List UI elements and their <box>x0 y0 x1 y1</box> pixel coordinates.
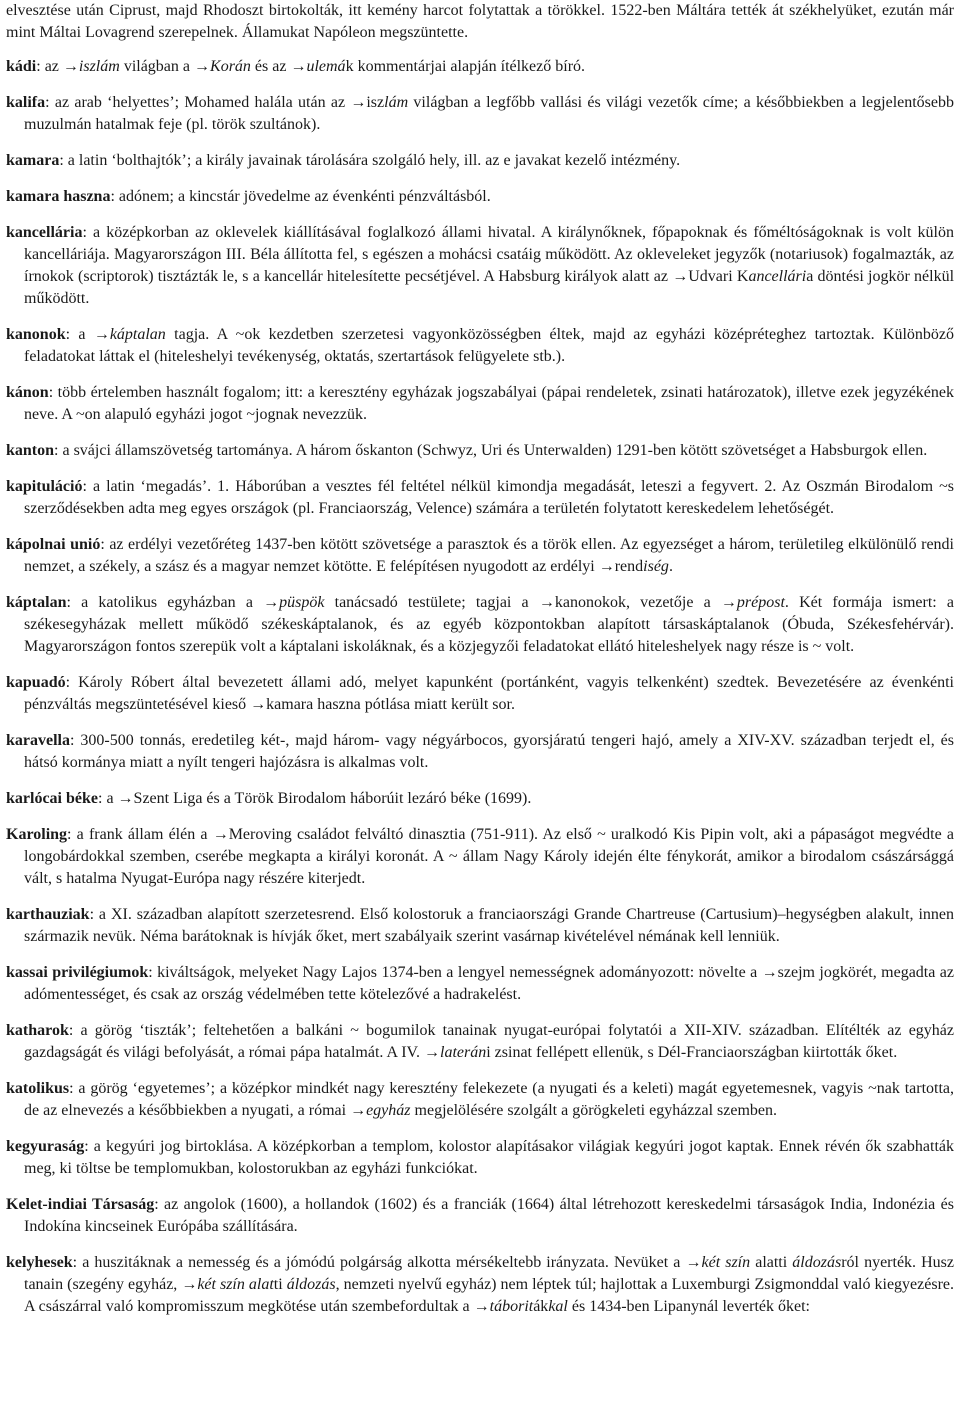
entry-term: kapuadó <box>6 674 66 691</box>
entry-definition: : az erdélyi vezetőréteg 1437-ben kötött szövetsége a parasztok és a török ellen. Az egyezséget a három, területileg elkülönülő rendi nemzet, a székely, a szász és a magyar nemzet kötötte. E felépítésen nyugodott az erdélyi → rendiség. <box>24 536 954 575</box>
glossary-entry <box>6 56 954 78</box>
arrow-icon <box>424 1044 440 1061</box>
entry-definition: : a → káptalan tagja. A ~ok kezdetben szerzetesi vagyonközösségben éltek, majd az egyházi középréteghez tartoztak. Különböző feladatokat láttak el (hiteleshelyi tevékenység, oktatás, szertartások felügyelete stb.). <box>24 326 954 365</box>
arrow-icon <box>350 94 366 111</box>
glossary-entry <box>6 904 954 948</box>
arrow-icon <box>63 58 79 75</box>
glossary-entry <box>6 440 954 462</box>
entry-term: karlócai béke <box>6 790 98 807</box>
glossary-entry <box>6 730 954 774</box>
arrow-icon <box>213 826 229 843</box>
entry-definition: : a latin ‘bolthajtók’; a király javainak tárolására szolgáló hely, ill. az e javakat kezelő intézmény. <box>59 152 681 169</box>
arrow-icon <box>181 1276 197 1293</box>
entry-definition: : az arab ‘helyettes’; Mohamed halála után az → iszlám világban a legfőbb vallási és világi vezetők címe; a későbbiekben a legjelentősebb muzulmán hatalmak feje (pl. török szultánok). <box>24 94 954 133</box>
entry-term: Karoling <box>6 826 68 843</box>
entry-definition: : a középkorban az oklevelek kiállításával foglalkozó állami hivatal. A királynőknek, főpapoknak és főméltóságoknak is volt külön kancelláriája. Magyarországon III. Béla állította fel, s egészen a mohácsi csatáig működött. Az okleveleket jegyzők (notariusok) fogalmazták, az írnokok (scriptorok) tisztázták le, s a kancellár hitelesítette pecsétjével. A Habsburg királyok alatt az → Udvari Kancellária döntési jogkör nélkül működött. <box>24 224 954 307</box>
glossary-entry <box>6 92 954 136</box>
entry-term: kancellária <box>6 224 83 241</box>
arrow-icon <box>263 594 279 611</box>
glossary-entry <box>6 476 954 520</box>
glossary-entry <box>6 788 954 810</box>
entry-definition: : a katolikus egyházban a → püspök tanácsadó testülete; tagjai a → kanonokok, vezetője a → prépost. Két formája ismert: a székesegyházak mellett működő székeskáptalanok, és az egyéb központokban alapított társaskáptalanok (Óbuda, Székesfehérvár). Magyarországon fontos szerepük volt a káptalani iskoláknak, és a közjegyzői feladatokat ellátó hiteleshelyek nagy része is ~ volt. <box>24 594 954 655</box>
entry-definition: : a görög ‘egyetemes’; a középkor mindkét nagy keresztény felekezete (a nyugati és a keleti) magát egyetemesnek, vagyis ~nak tartotta, de az elnevezés a későbbiekben a nyugati, a római → egyház megjelölésére szolgált a görögkeleti egyházzal szemben. <box>24 1080 954 1119</box>
arrow-icon <box>194 58 210 75</box>
glossary-entry <box>6 382 954 426</box>
arrow-icon <box>474 1298 490 1315</box>
entry-definition: : kiváltságok, melyeket Nagy Lajos 1374-ben a lengyel nemességnek adományozott: növelte a → szejm jogkörét, megadta az adómentességet, és csak az ország védelmében tette kötelezővé a hadrakelést. <box>24 964 954 1003</box>
entry-term: karthauziak <box>6 906 90 923</box>
entry-term: kanonok <box>6 326 66 343</box>
glossary-entry <box>6 592 954 658</box>
entry-term: Kelet-indiai Társaság <box>6 1196 155 1213</box>
glossary-entry <box>6 324 954 368</box>
glossary-entry <box>6 186 954 208</box>
entry-term: kapituláció <box>6 478 83 495</box>
entry-definition: : az angolok (1600), a hollandok (1602) és a franciák (1664) által létrehozott kereskedelmi társaságok India, Indonézia és Indokína kincseinek Európába szállítására. <box>24 1196 955 1235</box>
entry-term: kamara <box>6 152 60 169</box>
arrow-icon <box>118 790 134 807</box>
arrow-icon <box>672 268 688 285</box>
glossary-entry <box>6 672 954 716</box>
entry-definition: : 300-500 tonnás, eredetileg két-, majd három- vagy négyárbocos, gyorsjáratú tengeri hajó, amely a XIV-XV. században terjedt el, és hátsó kormánya miatt a nyílt tengeri hajózásra is alkalmas volt. <box>24 732 954 771</box>
entry-definition: : a huszitáknak a nemesség és a jómódú polgárság alkotta mérsékeltebb irányzata. Nevüket a → két szín alatti áldozásról nyerték. Husz tanain (szegény egyház, → két szín alatti áldozás, nemzeti nyelvű egyház) nem léptek túl; hajlottak a Luxemburgi Zsigmonddal való kiegyezésre. A császárral való kompromisszum megkötése után szembefordultak a → táboritákkal és 1434-ben Lipanynál leverték őket: <box>24 1254 954 1315</box>
glossary-entries <box>6 56 954 1318</box>
glossary-entry <box>6 1020 954 1064</box>
entry-definition: : Károly Róbert által bevezetett állami adó, melyet kapunként (portánként, vagyis telkenként) szedtek. Bevezetésére az évenkénti pénzváltás megszüntetésével kieső → kamara haszna pótlása miatt került sor. <box>24 674 954 713</box>
entry-term: kassai privilégiumok <box>6 964 149 981</box>
arrow-icon <box>599 558 615 575</box>
entry-term: katharok <box>6 1022 69 1039</box>
entry-definition: : a latin ‘megadás’. 1. Háborúban a vesztes fél feltétel nélkül kimondja megadását, leteszi a fegyvert. 2. Az Oszmán Birodalom ~s szerződésekben adta meg egyes országok (pl. Franciaország, Velence) számára a területén folytatott kereskedelem lehetőségét. <box>24 478 954 517</box>
entry-definition: : több értelemben használt fogalom; itt: a keresztény egyházak jogszabályai (pápai rendeletek, zsinati határozatok), illetve ezek jegyzékének neve. A ~on alapuló egyházi jogot ~jognak nevezzük. <box>24 384 954 423</box>
arrow-icon <box>539 594 555 611</box>
entry-term: kamara haszna <box>6 188 111 205</box>
glossary-entry <box>6 1252 954 1318</box>
glossary-entry <box>6 1078 954 1122</box>
entry-continuation: elvesztése után Ciprust, majd Rhodoszt birtokolták, itt kemény harcot folytattak a törökkel. 1522-ben Máltára tették át székhelyüket, ezután már mint Máltai Lovagrend szerepelnek. Államukat Napóleon megszüntette. <box>6 2 954 41</box>
arrow-icon <box>762 964 778 981</box>
arrow-icon <box>685 1254 701 1271</box>
entry-definition: : a → Szent Liga és a Török Birodalom háborúit lezáró béke (1699). <box>98 790 531 807</box>
entry-term: kelyhesek <box>6 1254 73 1271</box>
arrow-icon <box>290 58 306 75</box>
entry-term: kánon <box>6 384 49 401</box>
entry-term: karavella <box>6 732 70 749</box>
entry-term: káptalan <box>6 594 67 611</box>
entry-definition: : a svájci államszövetség tartománya. A három őskanton (Schwyz, Uri és Unterwalden) 1291-ben kötött szövetséget a Habsburgok ellen. <box>54 442 928 459</box>
arrow-icon <box>721 594 737 611</box>
entry-definition: : a XI. században alapított szerzetesrend. Első kolostoruk a franciaországi Grande Chartreuse (Cartusium)–hegységben alakult, innen származik nevük. Néma barátoknak is hívják őket, mert szabályaik szerint vasárnap kivételével némának kell lenniük. <box>24 906 954 945</box>
entry-definition: : a frank állam élén a → Meroving családot felváltó dinasztia (751-911). Az első ~ uralkodó Kis Pipin volt, aki a pápaságot megvédte a longobárdokkal szemben, cserébe megkapta a királyi koronát. A ~ állam Nagy Károly idején élte fénykorát, amikor a birodalom császársággá vált, s hatalma Nyugat-Európa nagy részére kiterjedt. <box>24 826 954 887</box>
entry-term: kádi <box>6 58 37 75</box>
glossary-entry <box>6 962 954 1006</box>
glossary-entry <box>6 824 954 890</box>
entry-term: kalifa <box>6 94 46 111</box>
entry-term: kanton <box>6 442 55 459</box>
arrow-icon <box>350 1102 366 1119</box>
arrow-icon <box>250 696 266 713</box>
entry-term: kápolnai unió <box>6 536 101 553</box>
entry-definition: : az → iszlám világban a → Korán és az → ulemák kommentárjai alapján ítélkező bíró. <box>36 58 585 75</box>
glossary-entry <box>6 222 954 310</box>
entry-definition: : a kegyúri jog birtoklása. A középkorban a templom, kolostor alapításakor világiak kegyúri jogot kaptak. Ennek révén ők szabhatták meg, ki töltse be templomukban, kolostorukban az egyházi funkciókat. <box>24 1138 954 1177</box>
arrow-icon <box>94 326 110 343</box>
glossary-entry <box>6 534 954 578</box>
entry-definition: : a görög ‘tiszták’; feltehetően a balkáni ~ bogumilok tanainak nyugat-európai folytatói a XII-XIV. században. Elítélték az egyház gazdagságát és világi befolyását, a római pápa hatalmát. A IV. → lateráni zsinat fellépett ellenük, s Dél-Franciaországban kiirtották őket. <box>24 1022 954 1061</box>
entry-term: katolikus <box>6 1080 70 1097</box>
entry-definition: : adónem; a kincstár jövedelme az évenkénti pénzváltásból. <box>110 188 491 205</box>
glossary-entry <box>6 1136 954 1180</box>
glossary-entry <box>6 1194 954 1238</box>
entry-term: kegyuraság <box>6 1138 85 1155</box>
glossary-entry <box>6 150 954 172</box>
